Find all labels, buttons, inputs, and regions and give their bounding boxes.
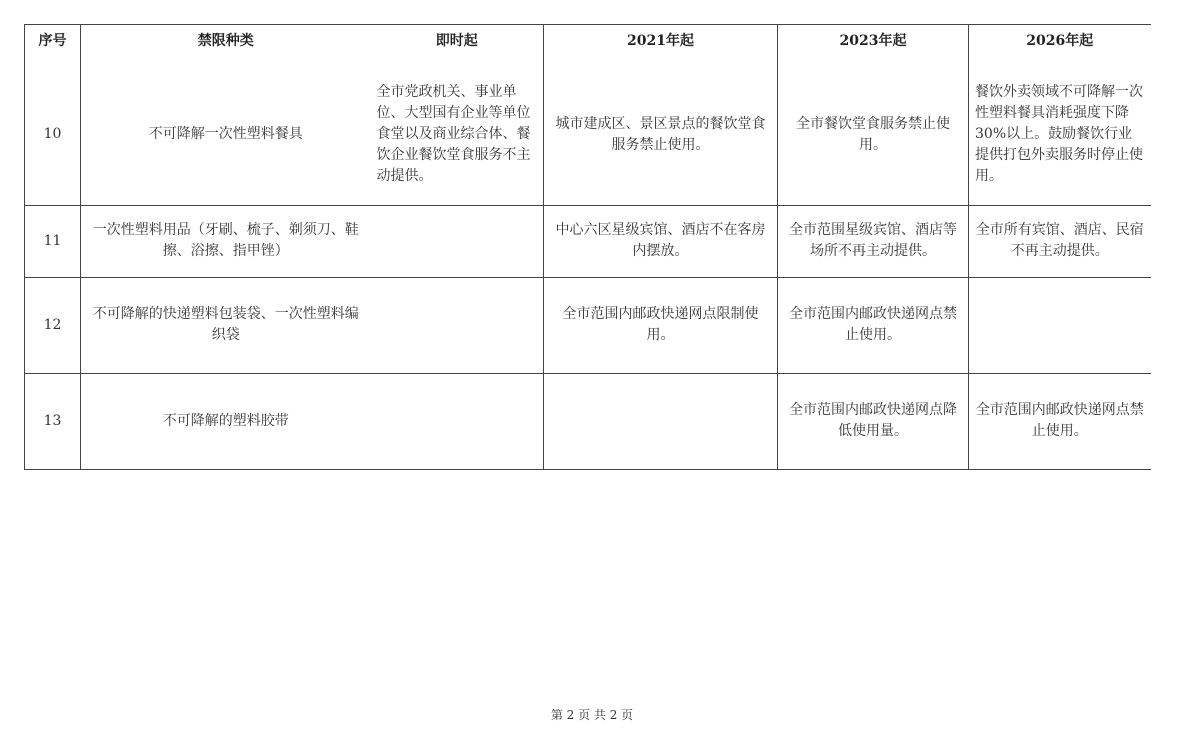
row-2021: 全市范围内邮政快递网点限制使用。 <box>544 277 778 373</box>
row-2026: 全市所有宾馆、酒店、民宿不再主动提供。 <box>969 205 1151 277</box>
row-category: 不可降解一次性塑料餐具 <box>81 65 371 205</box>
row-number: 12 <box>25 277 81 373</box>
row-2023: 全市餐饮堂食服务禁止使用。 <box>778 65 969 205</box>
row-2026: 餐饮外卖领域不可降解一次性塑料餐具消耗强度下降30%以上。鼓励餐饮行业提供打包外卖服务时停止使用。 <box>969 65 1151 205</box>
header-2026: 2026年起 <box>969 25 1151 66</box>
row-number: 13 <box>25 373 81 469</box>
table-row <box>25 65 1151 205</box>
table-row <box>25 277 1151 373</box>
row-category: 一次性塑料用品（牙刷、梳子、剃须刀、鞋擦、浴擦、指甲锉） <box>81 205 371 277</box>
row-2023: 全市范围星级宾馆、酒店等场所不再主动提供。 <box>778 205 969 277</box>
row-number: 11 <box>25 205 81 277</box>
restriction-table <box>24 24 1151 470</box>
row-immediate: 全市党政机关、事业单位、大型国有企业等单位食堂以及商业综合体、餐饮企业餐饮堂食服务不主动提供。 <box>371 65 544 205</box>
row-category: 不可降解的快递塑料包装袋、一次性塑料编织袋 <box>81 277 371 373</box>
row-2021: 中心六区星级宾馆、酒店不在客房内摆放。 <box>544 205 778 277</box>
page-footer: 第 2 页 共 2 页 <box>550 708 634 722</box>
header-category: 禁限种类 <box>81 25 371 66</box>
row-2021 <box>544 373 778 469</box>
header-2021: 2021年起 <box>544 25 778 66</box>
header-immediate: 即时起 <box>371 25 544 66</box>
row-2026 <box>969 277 1151 373</box>
table-header-row <box>25 25 1151 66</box>
row-immediate <box>371 373 544 469</box>
row-2023: 全市范围内邮政快递网点禁止使用。 <box>778 277 969 373</box>
table-row <box>25 205 1151 277</box>
row-number: 10 <box>25 65 81 205</box>
row-immediate <box>371 277 544 373</box>
header-number: 序号 <box>25 25 81 66</box>
header-2023: 2023年起 <box>778 25 969 66</box>
row-immediate <box>371 205 544 277</box>
row-2021: 城市建成区、景区景点的餐饮堂食服务禁止使用。 <box>544 65 778 205</box>
row-category: 不可降解的塑料胶带 <box>81 373 371 469</box>
table-row <box>25 373 1151 469</box>
row-2023: 全市范围内邮政快递网点降低使用量。 <box>778 373 969 469</box>
row-2026: 全市范围内邮政快递网点禁止使用。 <box>969 373 1151 469</box>
